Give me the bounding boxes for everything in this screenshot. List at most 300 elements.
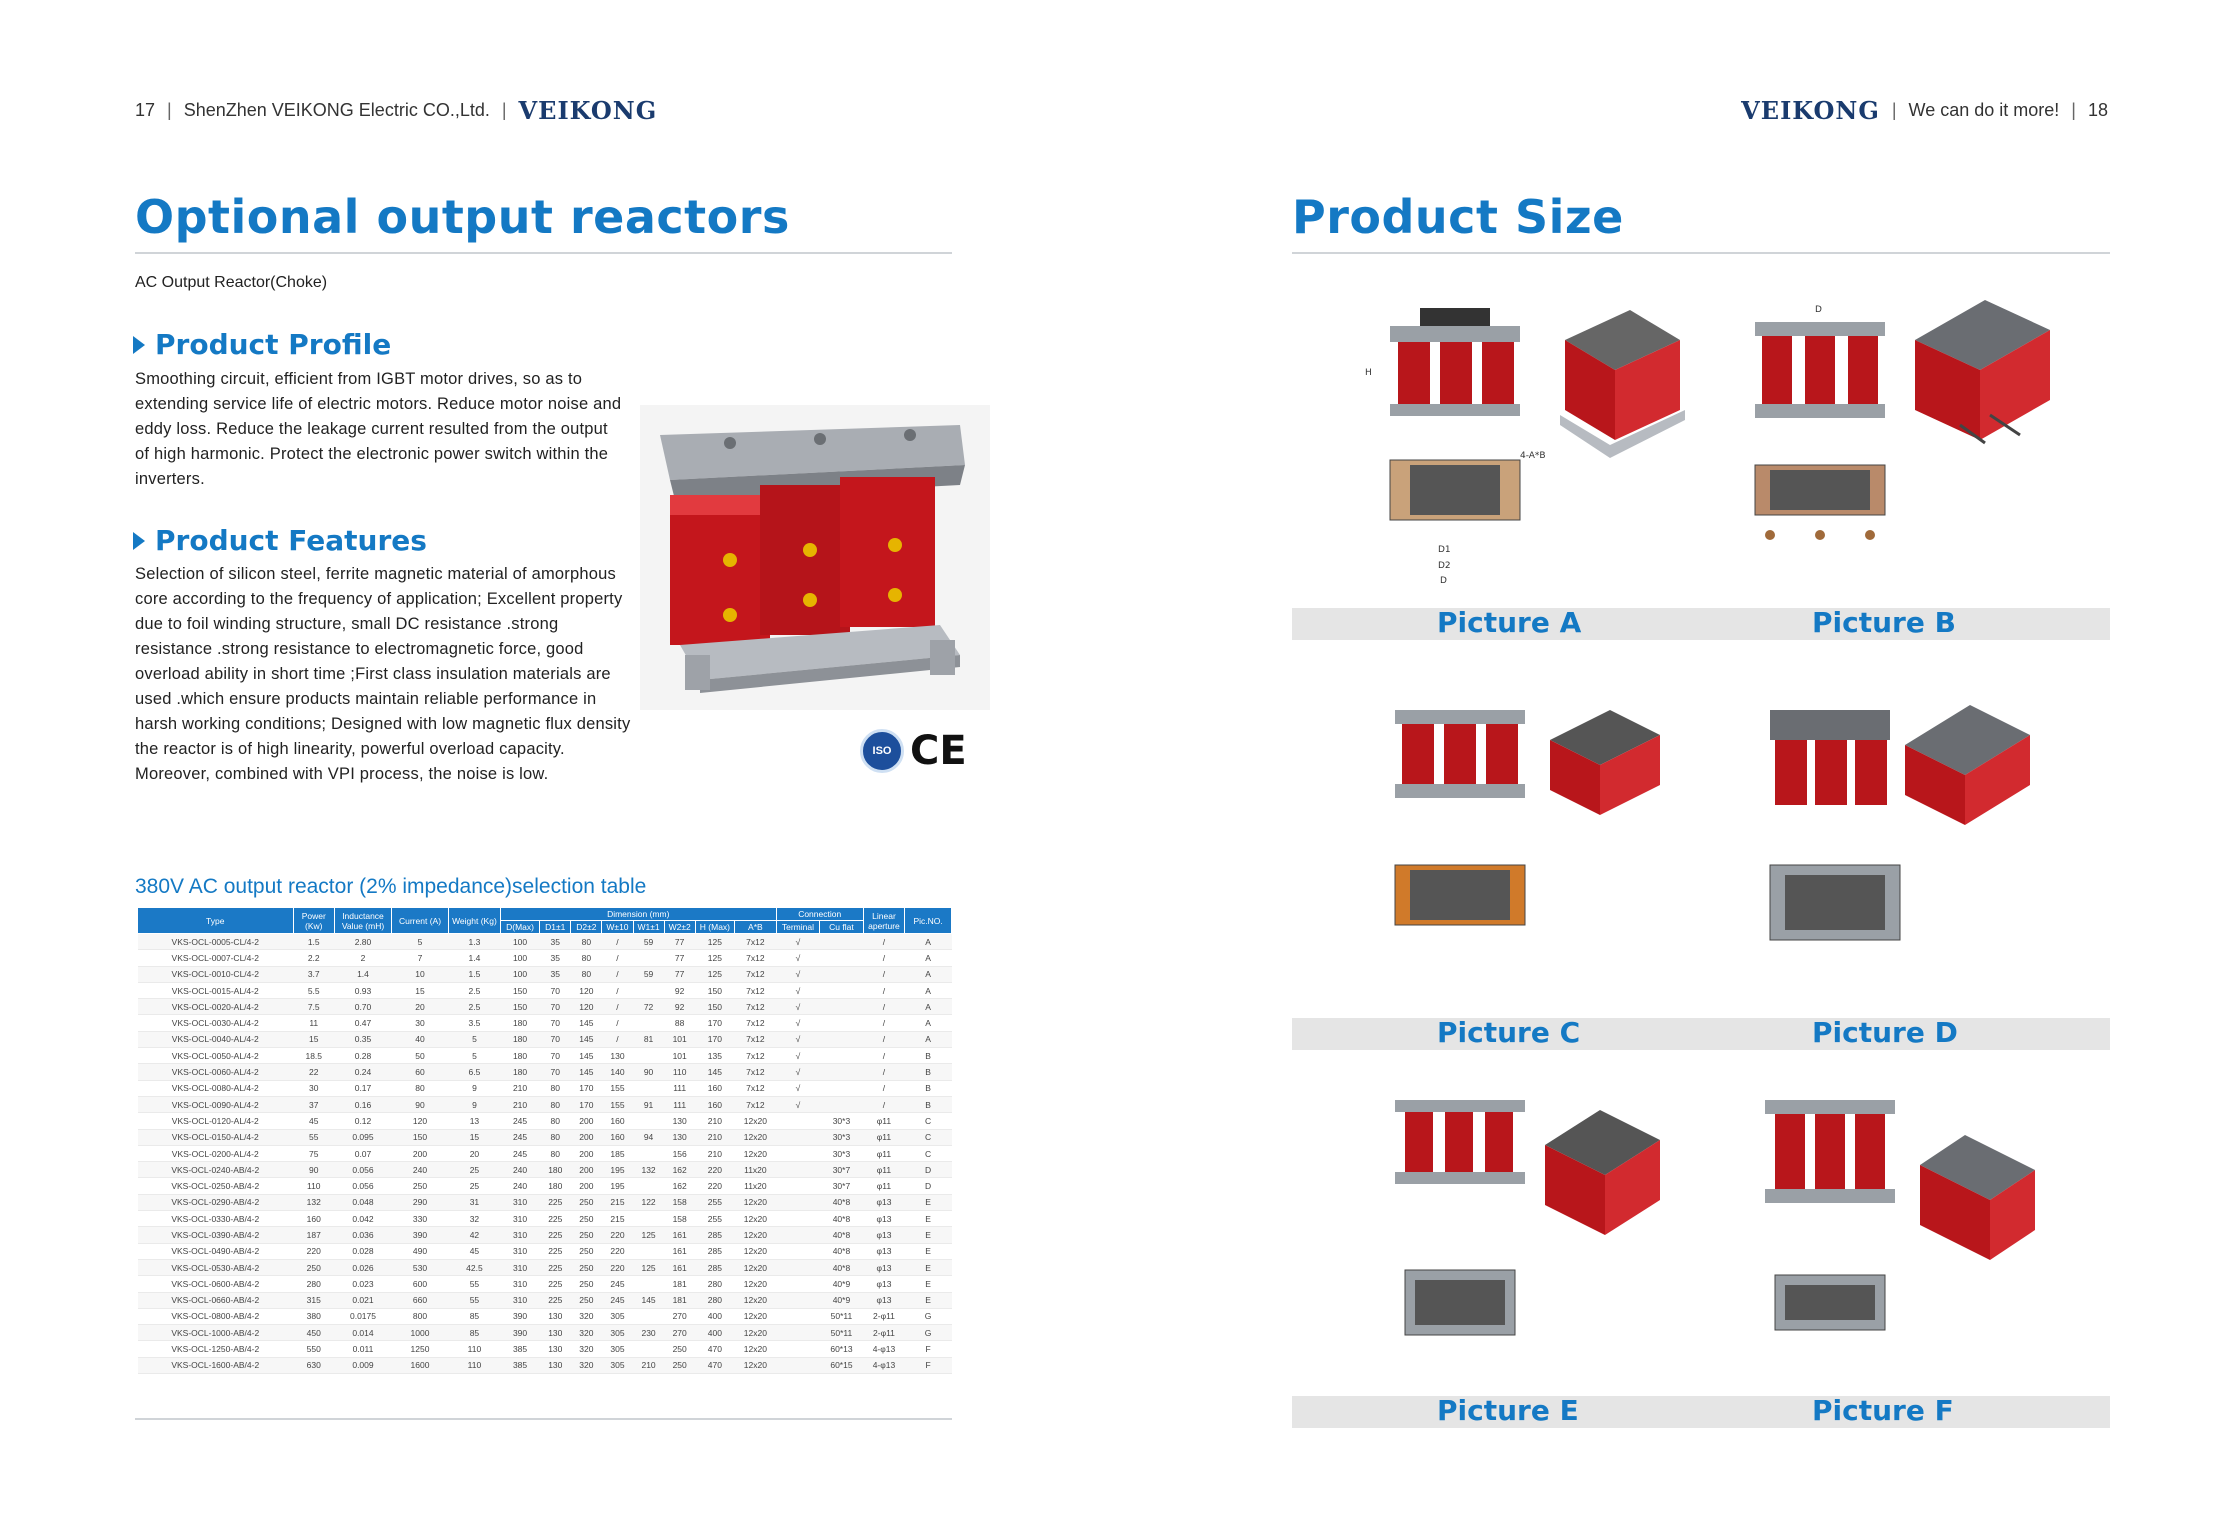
table-cell: 2	[334, 950, 391, 966]
table-cell: VKS-OCL-0040-AL/4-2	[138, 1031, 294, 1047]
left-subtitle: AC Output Reactor(Choke)	[135, 274, 328, 291]
table-cell: 55	[449, 1292, 501, 1308]
slogan: We can do it more!	[1908, 100, 2060, 120]
table-cell: 145	[571, 1048, 602, 1064]
table-cell: 320	[571, 1308, 602, 1324]
table-cell: B	[905, 1048, 952, 1064]
table-cell: √	[776, 1048, 820, 1064]
table-cell: 270	[664, 1325, 695, 1341]
table-cell: 800	[392, 1308, 449, 1324]
table-cell: B	[905, 1096, 952, 1112]
table-cell: 122	[633, 1194, 664, 1210]
table-row	[138, 1276, 952, 1292]
table-cell: 7x12	[735, 1048, 777, 1064]
table-cell: VKS-OCL-0490-AB/4-2	[138, 1243, 294, 1259]
table-cell: 15	[293, 1031, 334, 1047]
picture-bar-ab	[1292, 608, 2110, 640]
table-cell: 195	[602, 1162, 633, 1178]
col-dim-sub: D1±1	[540, 921, 571, 934]
table-cell: E	[905, 1227, 952, 1243]
table-cell: 220	[695, 1162, 734, 1178]
table-cell: 130	[664, 1113, 695, 1129]
table-cell: VKS-OCL-0010-CL/4-2	[138, 966, 294, 982]
table-cell: 60*15	[820, 1357, 864, 1373]
col-linear-aperture: Linear aperture	[863, 908, 904, 934]
table-cell: 55	[449, 1276, 501, 1292]
table-cell: VKS-OCL-1250-AB/4-2	[138, 1341, 294, 1357]
picture-e-label: Picture E	[1437, 1394, 1579, 1427]
table-cell: 310	[500, 1243, 539, 1259]
table-cell: 12x20	[735, 1357, 777, 1373]
table-cell: 15	[392, 982, 449, 998]
table-cell: 0.021	[334, 1292, 391, 1308]
table-cell: 35	[540, 966, 571, 982]
table-row	[138, 1325, 952, 1341]
table-cell: 195	[602, 1178, 633, 1194]
table-cell: VKS-OCL-0005-CL/4-2	[138, 934, 294, 950]
table-cell: 0.014	[334, 1325, 391, 1341]
table-cell: 220	[293, 1243, 334, 1259]
table-cell: 92	[664, 982, 695, 998]
left-title-rule	[135, 252, 952, 254]
table-row	[138, 1292, 952, 1308]
table-cell: 220	[602, 1259, 633, 1275]
table-cell: 94	[633, 1129, 664, 1145]
table-cell: 90	[293, 1162, 334, 1178]
table-cell: 240	[500, 1162, 539, 1178]
table-cell: 310	[500, 1259, 539, 1275]
table-row	[138, 1145, 952, 1161]
table-cell: 30*3	[820, 1129, 864, 1145]
dim-d2-label: D2	[1438, 561, 1451, 571]
table-cell: 310	[500, 1194, 539, 1210]
col-dim-sub: D2±2	[571, 921, 602, 934]
table-cell: 12x20	[735, 1211, 777, 1227]
dim-d-label: D	[1815, 305, 1822, 315]
table-cell	[776, 1162, 820, 1178]
table-cell: 7x12	[735, 982, 777, 998]
table-cell: /	[863, 1031, 904, 1047]
table-cell: F	[905, 1357, 952, 1373]
table-cell: VKS-OCL-0015-AL/4-2	[138, 982, 294, 998]
table-cell: 12x20	[735, 1292, 777, 1308]
table-cell: A	[905, 982, 952, 998]
table-cell: 0.036	[334, 1227, 391, 1243]
table-cell: 70	[540, 1031, 571, 1047]
table-cell: 180	[500, 1015, 539, 1031]
table-cell	[633, 1211, 664, 1227]
table-cell: 45	[293, 1113, 334, 1129]
table-cell	[776, 1227, 820, 1243]
table-row	[138, 934, 952, 950]
table-cell	[820, 950, 864, 966]
table-cell: 80	[540, 1080, 571, 1096]
table-cell: φ13	[863, 1227, 904, 1243]
table-cell: 7x12	[735, 1064, 777, 1080]
table-cell: 125	[633, 1227, 664, 1243]
table-cell: B	[905, 1064, 952, 1080]
table-cell: 40	[392, 1031, 449, 1047]
table-cell: 77	[664, 950, 695, 966]
table-cell: φ13	[863, 1292, 904, 1308]
table-cell: 160	[602, 1113, 633, 1129]
table-cell: 85	[449, 1308, 501, 1324]
table-cell: √	[776, 934, 820, 950]
table-cell: 90	[392, 1096, 449, 1112]
table-cell: 4-φ13	[863, 1357, 904, 1373]
table-cell: 150	[500, 999, 539, 1015]
table-cell	[776, 1145, 820, 1161]
table-cell: 225	[540, 1243, 571, 1259]
table-cell: 305	[602, 1308, 633, 1324]
table-cell: 160	[695, 1080, 734, 1096]
table-cell: 30	[293, 1080, 334, 1096]
table-cell: 11x20	[735, 1162, 777, 1178]
table-cell: 7.5	[293, 999, 334, 1015]
table-cell: 240	[392, 1162, 449, 1178]
table-cell: /	[863, 1064, 904, 1080]
table-cell: 0.011	[334, 1341, 391, 1357]
table-cell: 7x12	[735, 1080, 777, 1096]
table-cell: √	[776, 966, 820, 982]
table-cell: 12x20	[735, 1341, 777, 1357]
table-cell: /	[863, 1096, 904, 1112]
right-title-rule	[1292, 252, 2110, 254]
table-cell: φ13	[863, 1276, 904, 1292]
table-cell: 0.056	[334, 1178, 391, 1194]
table-cell: 170	[571, 1096, 602, 1112]
table-cell: 70	[540, 1015, 571, 1031]
table-cell: VKS-OCL-0120-AL/4-2	[138, 1113, 294, 1129]
table-cell: /	[863, 934, 904, 950]
table-cell: 101	[664, 1031, 695, 1047]
table-cell: 170	[695, 1031, 734, 1047]
table-cell: 80	[571, 950, 602, 966]
iso-certification-icon: ISO	[860, 729, 904, 773]
table-cell: 42	[449, 1227, 501, 1243]
table-cell: 130	[602, 1048, 633, 1064]
table-cell	[633, 1015, 664, 1031]
table-cell: 25	[449, 1178, 501, 1194]
table-cell: 158	[664, 1194, 695, 1210]
table-cell	[633, 1080, 664, 1096]
table-cell: 180	[540, 1178, 571, 1194]
table-cell: VKS-OCL-0150-AL/4-2	[138, 1129, 294, 1145]
picture-bar-ef	[1292, 1396, 2110, 1428]
table-cell	[776, 1194, 820, 1210]
table-cell	[820, 934, 864, 950]
table-cell: 200	[571, 1129, 602, 1145]
table-cell: 11x20	[735, 1178, 777, 1194]
table-cell: VKS-OCL-0660-AB/4-2	[138, 1292, 294, 1308]
table-cell: 7x12	[735, 950, 777, 966]
table-row	[138, 1341, 952, 1357]
table-cell: 80	[540, 1113, 571, 1129]
table-cell: 125	[695, 950, 734, 966]
table-cell: 160	[602, 1129, 633, 1145]
table-cell	[633, 1145, 664, 1161]
table-cell: 181	[664, 1276, 695, 1292]
col-dim-sub: W2±2	[664, 921, 695, 934]
table-cell: 77	[664, 966, 695, 982]
table-row	[138, 999, 952, 1015]
table-cell: E	[905, 1194, 952, 1210]
table-cell: 320	[571, 1341, 602, 1357]
selection-table	[137, 907, 952, 1374]
table-cell: A	[905, 934, 952, 950]
table-cell: 50*11	[820, 1325, 864, 1341]
table-cell: 145	[633, 1292, 664, 1308]
table-cell: 100	[500, 950, 539, 966]
table-cell: VKS-OCL-1000-AB/4-2	[138, 1325, 294, 1341]
table-cell: VKS-OCL-0200-AL/4-2	[138, 1145, 294, 1161]
table-cell	[776, 1113, 820, 1129]
table-cell: 180	[500, 1031, 539, 1047]
table-cell: C	[905, 1145, 952, 1161]
table-cell: 385	[500, 1357, 539, 1373]
header-left: 17 | ShenZhen VEIKONG Electric CO.,Ltd. | VEIKONG	[135, 96, 658, 125]
col-dimension: Dimension (mm)	[500, 908, 776, 921]
col-power: Power (Kw)	[293, 908, 334, 934]
table-cell: 72	[633, 999, 664, 1015]
table-cell: /	[863, 1080, 904, 1096]
table-cell: 170	[571, 1080, 602, 1096]
table-cell: 1.5	[449, 966, 501, 982]
table-cell: 0.16	[334, 1096, 391, 1112]
table-cell: D	[905, 1162, 952, 1178]
table-cell: 77	[664, 934, 695, 950]
table-cell: 200	[571, 1113, 602, 1129]
table-cell: 310	[500, 1276, 539, 1292]
table-cell: 5	[392, 934, 449, 950]
table-cell: C	[905, 1129, 952, 1145]
table-cell: 10	[392, 966, 449, 982]
col-weight: Weight (Kg)	[449, 908, 501, 934]
table-cell	[776, 1357, 820, 1373]
table-cell: 161	[664, 1243, 695, 1259]
table-cell	[820, 1080, 864, 1096]
table-cell: 2.80	[334, 934, 391, 950]
table-row	[138, 1031, 952, 1047]
table-cell: 225	[540, 1227, 571, 1243]
table-cell: 225	[540, 1259, 571, 1275]
table-cell: 0.056	[334, 1162, 391, 1178]
table-cell: 40*8	[820, 1194, 864, 1210]
table-cell: 1600	[392, 1357, 449, 1373]
table-cell: 210	[695, 1113, 734, 1129]
table-cell	[820, 1064, 864, 1080]
table-cell: 250	[571, 1292, 602, 1308]
table-cell: /	[863, 1015, 904, 1031]
table-cell: 0.095	[334, 1129, 391, 1145]
table-cell: 92	[664, 999, 695, 1015]
table-cell: 305	[602, 1357, 633, 1373]
table-cell: 0.028	[334, 1243, 391, 1259]
certification-marks	[860, 728, 967, 774]
table-cell: 130	[664, 1129, 695, 1145]
table-cell: 187	[293, 1227, 334, 1243]
table-cell: 280	[695, 1292, 734, 1308]
table-cell: 20	[392, 999, 449, 1015]
table-cell: 220	[602, 1243, 633, 1259]
picture-d-label: Picture D	[1812, 1016, 1958, 1049]
dim-d-label: D	[1440, 576, 1447, 586]
table-cell: 315	[293, 1292, 334, 1308]
table-cell: 120	[571, 982, 602, 998]
table-cell: 5	[449, 1031, 501, 1047]
table-cell: 162	[664, 1178, 695, 1194]
table-cell: 1.4	[334, 966, 391, 982]
table-cell: 180	[500, 1064, 539, 1080]
col-dim-sub: A*B	[735, 921, 777, 934]
table-cell: φ11	[863, 1145, 904, 1161]
right-page-title: Product Size	[1292, 190, 1624, 244]
table-cell: 75	[293, 1145, 334, 1161]
table-cell: 0.17	[334, 1080, 391, 1096]
table-cell: 280	[695, 1276, 734, 1292]
table-cell: √	[776, 982, 820, 998]
table-cell: 9	[449, 1080, 501, 1096]
table-row	[138, 1227, 952, 1243]
table-cell: 310	[500, 1292, 539, 1308]
table-cell: 85	[449, 1325, 501, 1341]
table-cell: /	[602, 982, 633, 998]
table-cell: 50	[392, 1048, 449, 1064]
table-cell: 181	[664, 1292, 695, 1308]
table-cell: 310	[500, 1211, 539, 1227]
table-cell: 6.5	[449, 1064, 501, 1080]
table-cell: 220	[695, 1178, 734, 1194]
table-cell: 11	[293, 1015, 334, 1031]
table-cell: VKS-OCL-0600-AB/4-2	[138, 1276, 294, 1292]
table-cell: 81	[633, 1031, 664, 1047]
table-cell: VKS-OCL-0020-AL/4-2	[138, 999, 294, 1015]
table-cell: 70	[540, 1048, 571, 1064]
table-cell: 161	[664, 1227, 695, 1243]
table-cell: 12x20	[735, 1194, 777, 1210]
profile-heading: Product Profile	[133, 328, 391, 361]
table-cell	[633, 950, 664, 966]
table-cell	[633, 1308, 664, 1324]
picture-f-drawing	[1735, 1080, 2070, 1385]
table-cell	[776, 1341, 820, 1357]
table-cell: 20	[449, 1145, 501, 1161]
table-cell: A	[905, 950, 952, 966]
table-cell: 0.28	[334, 1048, 391, 1064]
table-cell: 2-φ11	[863, 1308, 904, 1324]
table-cell: 80	[540, 1145, 571, 1161]
table-cell: A	[905, 999, 952, 1015]
table-cell: √	[776, 1080, 820, 1096]
table-cell: 145	[695, 1064, 734, 1080]
col-pic-no: Pic.NO.	[905, 908, 952, 934]
table-cell: 156	[664, 1145, 695, 1161]
table-cell: 230	[633, 1325, 664, 1341]
table-cell: 125	[695, 934, 734, 950]
table-cell	[633, 1113, 664, 1129]
table-row	[138, 1308, 952, 1324]
table-cell: 135	[695, 1048, 734, 1064]
table-cell	[776, 1292, 820, 1308]
col-current: Current (A)	[392, 908, 449, 934]
table-cell: 210	[633, 1357, 664, 1373]
table-cell: 3.7	[293, 966, 334, 982]
picture-a-drawing	[1350, 300, 1690, 590]
table-cell: 120	[392, 1113, 449, 1129]
table-cell	[776, 1259, 820, 1275]
table-cell: 200	[571, 1162, 602, 1178]
table-cell: 0.24	[334, 1064, 391, 1080]
selection-table-caption: 380V AC output reactor (2% impedance)selection table	[135, 875, 647, 898]
table-row	[138, 1178, 952, 1194]
table-cell: 12x20	[735, 1276, 777, 1292]
table-cell: 0.12	[334, 1113, 391, 1129]
table-cell: 80	[540, 1129, 571, 1145]
table-cell: 40*8	[820, 1211, 864, 1227]
table-cell: 270	[664, 1308, 695, 1324]
table-cell: 145	[571, 1064, 602, 1080]
table-cell	[776, 1325, 820, 1341]
table-cell: 285	[695, 1227, 734, 1243]
table-cell	[820, 1015, 864, 1031]
table-cell	[633, 1243, 664, 1259]
table-cell: 400	[695, 1325, 734, 1341]
table-cell: /	[602, 934, 633, 950]
table-row	[138, 1211, 952, 1227]
table-cell: 130	[540, 1357, 571, 1373]
table-cell: 285	[695, 1259, 734, 1275]
page-number-right: 18	[2087, 100, 2108, 120]
table-cell: 225	[540, 1276, 571, 1292]
table-cell: 40*9	[820, 1276, 864, 1292]
col-type: Type	[138, 908, 294, 934]
table-cell: 161	[664, 1259, 695, 1275]
table-cell: C	[905, 1113, 952, 1129]
table-row	[138, 1243, 952, 1259]
col-conn-sub: Cu flat	[820, 921, 864, 934]
table-cell: 12x20	[735, 1113, 777, 1129]
table-cell: 155	[602, 1096, 633, 1112]
table-cell: 490	[392, 1243, 449, 1259]
table-cell: 40*8	[820, 1243, 864, 1259]
table-cell: 0.009	[334, 1357, 391, 1373]
table-cell	[633, 1178, 664, 1194]
table-cell: 2.2	[293, 950, 334, 966]
table-cell: 15	[449, 1129, 501, 1145]
table-cell: 285	[695, 1243, 734, 1259]
dim-h-label: H	[1365, 368, 1372, 378]
table-row	[138, 1162, 952, 1178]
table-row	[138, 1048, 952, 1064]
table-cell: 101	[664, 1048, 695, 1064]
table-cell: φ13	[863, 1211, 904, 1227]
table-cell: φ11	[863, 1178, 904, 1194]
picture-bar-cd	[1292, 1018, 2110, 1050]
table-cell: 110	[664, 1064, 695, 1080]
table-cell: 110	[449, 1341, 501, 1357]
table-cell: 7x12	[735, 1096, 777, 1112]
table-cell: 0.023	[334, 1276, 391, 1292]
col-dim-sub: W±10	[602, 921, 633, 934]
table-cell	[776, 1178, 820, 1194]
header-right: VEIKONG | We can do it more! | 18	[1741, 96, 2108, 125]
table-cell: 42.5	[449, 1259, 501, 1275]
table-cell: VKS-OCL-0007-CL/4-2	[138, 950, 294, 966]
table-cell: 7x12	[735, 1015, 777, 1031]
table-cell: E	[905, 1259, 952, 1275]
table-cell: φ13	[863, 1259, 904, 1275]
table-cell: VKS-OCL-0050-AL/4-2	[138, 1048, 294, 1064]
